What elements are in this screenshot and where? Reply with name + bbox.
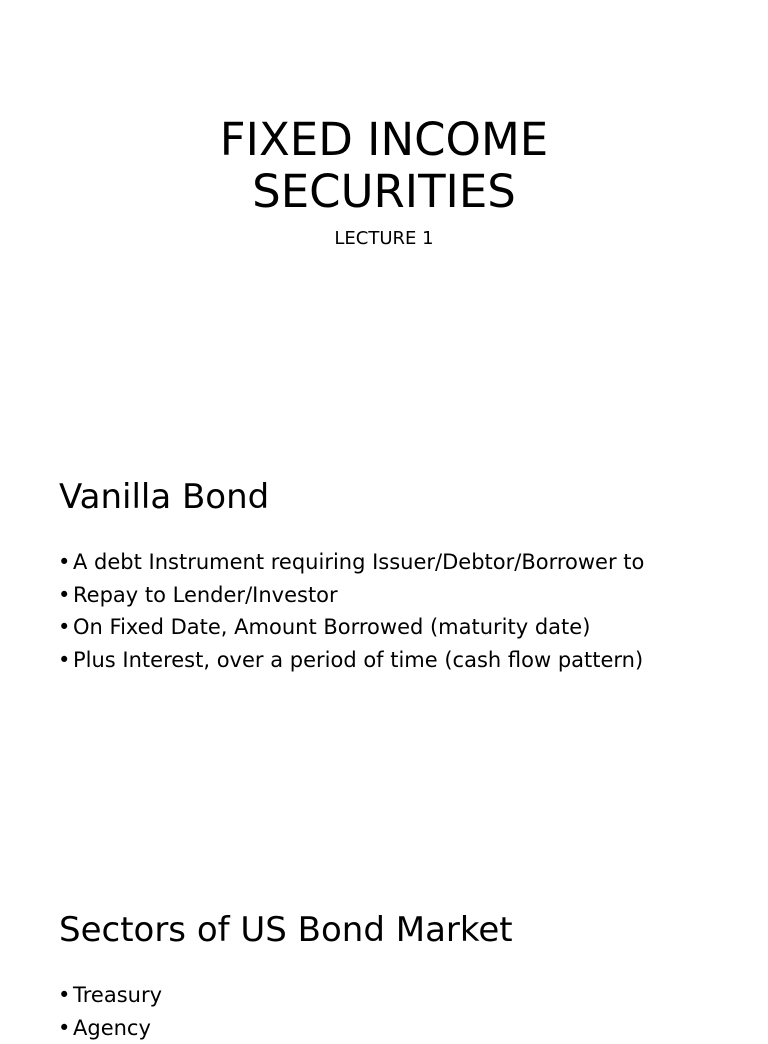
- bullet-list: [58, 546, 644, 676]
- presentation-title: [0, 114, 768, 218]
- list-item: [58, 644, 644, 677]
- title-slide: [0, 0, 768, 300]
- bullet-icon: •: [58, 644, 73, 677]
- bullet-icon: •: [58, 611, 73, 644]
- list-item: [58, 546, 644, 579]
- title-line-2: SECURITIES: [252, 165, 516, 218]
- list-item: [58, 979, 162, 1012]
- list-item-text: Treasury: [73, 983, 162, 1007]
- list-item: [58, 579, 644, 612]
- title-line-1: FIXED INCOME: [220, 113, 548, 166]
- bullet-icon: •: [58, 546, 73, 579]
- list-item-text: Plus Interest, over a period of time (cash flow pattern): [73, 648, 643, 672]
- list-item: [58, 611, 644, 644]
- slide-heading: Sectors of US Bond Market: [59, 910, 513, 950]
- bullet-icon: •: [58, 979, 73, 1012]
- list-item-text: A debt Instrument requiring Issuer/Debtor/Borrower to: [73, 550, 644, 574]
- bullet-icon: •: [58, 579, 73, 612]
- slide-heading: Vanilla Bond: [59, 477, 269, 517]
- list-item-text: Agency: [73, 1016, 151, 1040]
- bullet-icon: •: [58, 1012, 73, 1044]
- list-item-text: Repay to Lender/Investor: [73, 583, 338, 607]
- presentation-subtitle: LECTURE 1: [0, 228, 768, 250]
- list-item: [58, 1012, 162, 1044]
- bullet-list: [58, 979, 162, 1044]
- list-item-text: On Fixed Date, Amount Borrowed (maturity date): [73, 615, 590, 639]
